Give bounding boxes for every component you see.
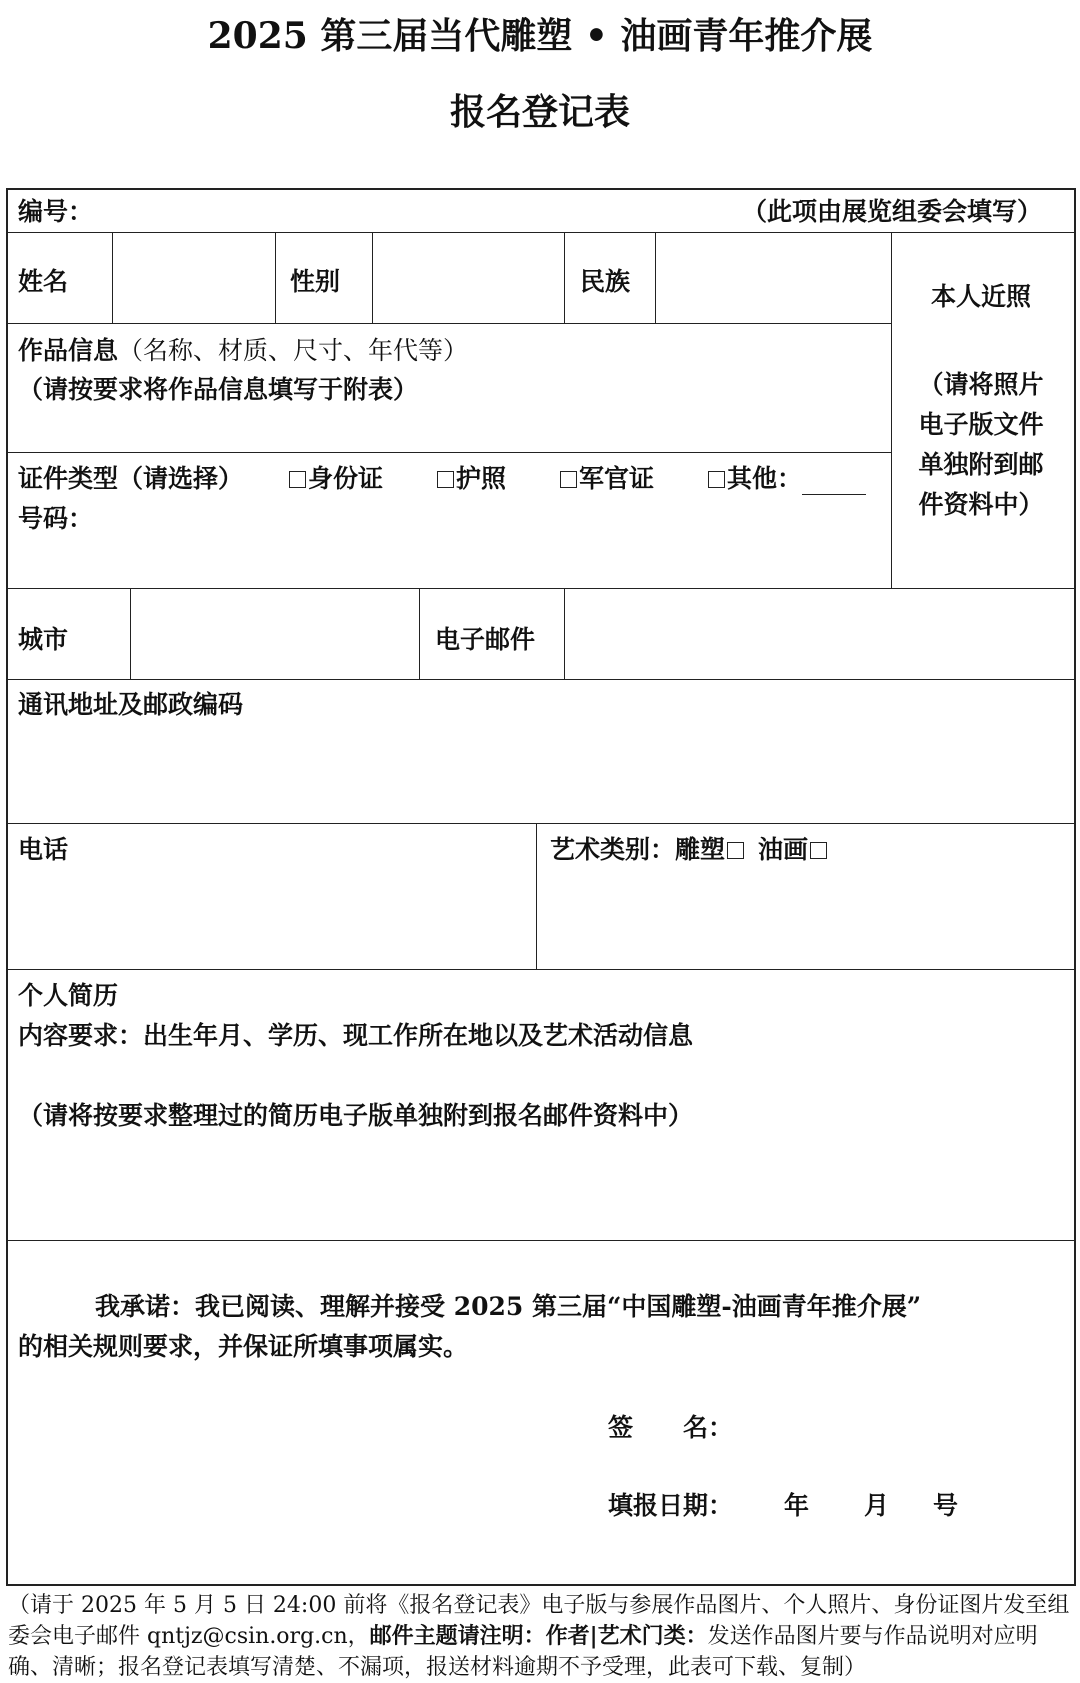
resume-label: 个人简历 (18, 981, 119, 1010)
row-divider (6, 452, 892, 453)
pledge-line-2: 的相关规则要求，并保证所填事项属实。 (18, 1332, 469, 1361)
art-option-sculpture[interactable]: 雕塑 (675, 835, 758, 864)
col-divider (275, 232, 276, 323)
row-divider (6, 679, 1076, 680)
resume-requirement: 内容要求：出生年月、学历、现工作所在地以及艺术活动信息 (18, 1021, 694, 1050)
photo-title: 本人近照 (930, 282, 1031, 311)
signature-label: 签 名： (608, 1413, 734, 1442)
photo-note-line: 电子版文件 (918, 410, 1044, 439)
id-type-label: 证件类型（请选择） (18, 464, 244, 493)
email-label: 电子邮件 (435, 625, 536, 654)
col-divider (564, 588, 565, 679)
work-info-line (18, 331, 468, 367)
date-day: 号 (933, 1491, 959, 1520)
photo-note-line: 件资料中） (918, 490, 1044, 519)
checkbox-icon[interactable] (810, 842, 827, 859)
col-divider (655, 232, 656, 323)
phone-label: 电话 (18, 835, 69, 864)
photo-cell (893, 235, 1069, 525)
number-note: （此项由展览组委会填写） (741, 197, 1042, 226)
checkbox-icon[interactable] (727, 842, 744, 859)
city-label: 城市 (18, 625, 69, 654)
col-divider (536, 823, 537, 969)
photo-note-line: 单独附到邮 (918, 450, 1044, 479)
id-option-officer[interactable]: 军官证 (560, 459, 654, 495)
id-option-other[interactable]: 其他： (708, 459, 866, 495)
footer-part-1: （请于 2025 年 5 月 5 日 24:00 前将《报名登记表》电子版与参展作品图片、个人照片、身份证图片发至组委会电子邮件 qntjz@csin.org.cn， (8, 1593, 1070, 1649)
row-divider (6, 232, 1076, 233)
other-fill-blank[interactable] (802, 472, 866, 495)
footer-part-2: 邮件主题请注明：作者|艺术门类： (369, 1623, 708, 1649)
work-info-note: （请按要求将作品信息填写于附表） (18, 375, 419, 404)
photo-note-line: （请将照片 (918, 370, 1044, 399)
col-divider (112, 232, 113, 323)
col-divider (891, 232, 892, 588)
col-divider (419, 588, 420, 679)
id-number-label: 号码： (18, 504, 94, 533)
number-label: 编号： (18, 197, 94, 226)
checkbox-icon[interactable] (708, 471, 725, 488)
address-label: 通讯地址及邮政编码 (18, 690, 244, 719)
name-label: 姓名 (18, 267, 69, 296)
date-label: 填报日期： (608, 1491, 734, 1520)
pledge-line-1: 我承诺：我已阅读、理解并接受 2025 第三届“中国雕塑-油画青年推介展” (95, 1292, 922, 1321)
ethnicity-label: 民族 (580, 267, 631, 296)
work-info-label: 作品信息 (18, 336, 119, 365)
id-option-passport[interactable]: 护照 (437, 459, 506, 495)
row-divider (6, 969, 1076, 970)
checkbox-icon[interactable] (560, 471, 577, 488)
col-divider (564, 232, 565, 323)
checkbox-icon[interactable] (289, 471, 306, 488)
row-divider (6, 1240, 1076, 1241)
resume-note: （请将按要求整理过的简历电子版单独附到报名邮件资料中） (18, 1101, 694, 1130)
date-year: 年 (784, 1491, 810, 1520)
gender-label: 性别 (290, 267, 341, 296)
row-divider (6, 588, 1076, 589)
art-option-oil-painting[interactable]: 油画 (758, 835, 829, 864)
col-divider (372, 232, 373, 323)
footer-part-3: 发送作品图片要与作品说明对应明确、清晰；报名登记表填写清楚、不漏项，报送材料逾期不予受理，此表可下载、复制） (8, 1624, 1038, 1680)
form-title: 2025 第三届当代雕塑 • 油画青年推介展 (207, 15, 873, 57)
art-category (550, 830, 829, 866)
work-info-hint: （名称、材质、尺寸、年代等） (118, 336, 469, 365)
row-divider (6, 823, 1076, 824)
row-divider (6, 323, 892, 324)
art-category-label: 艺术类别： (550, 835, 676, 864)
form-subtitle: 报名登记表 (449, 91, 630, 133)
footer-note (8, 1590, 1074, 1683)
checkbox-icon[interactable] (437, 471, 454, 488)
date-month: 月 (864, 1491, 890, 1520)
col-divider (130, 588, 131, 679)
id-option-idcard[interactable]: 身份证 (289, 459, 383, 495)
